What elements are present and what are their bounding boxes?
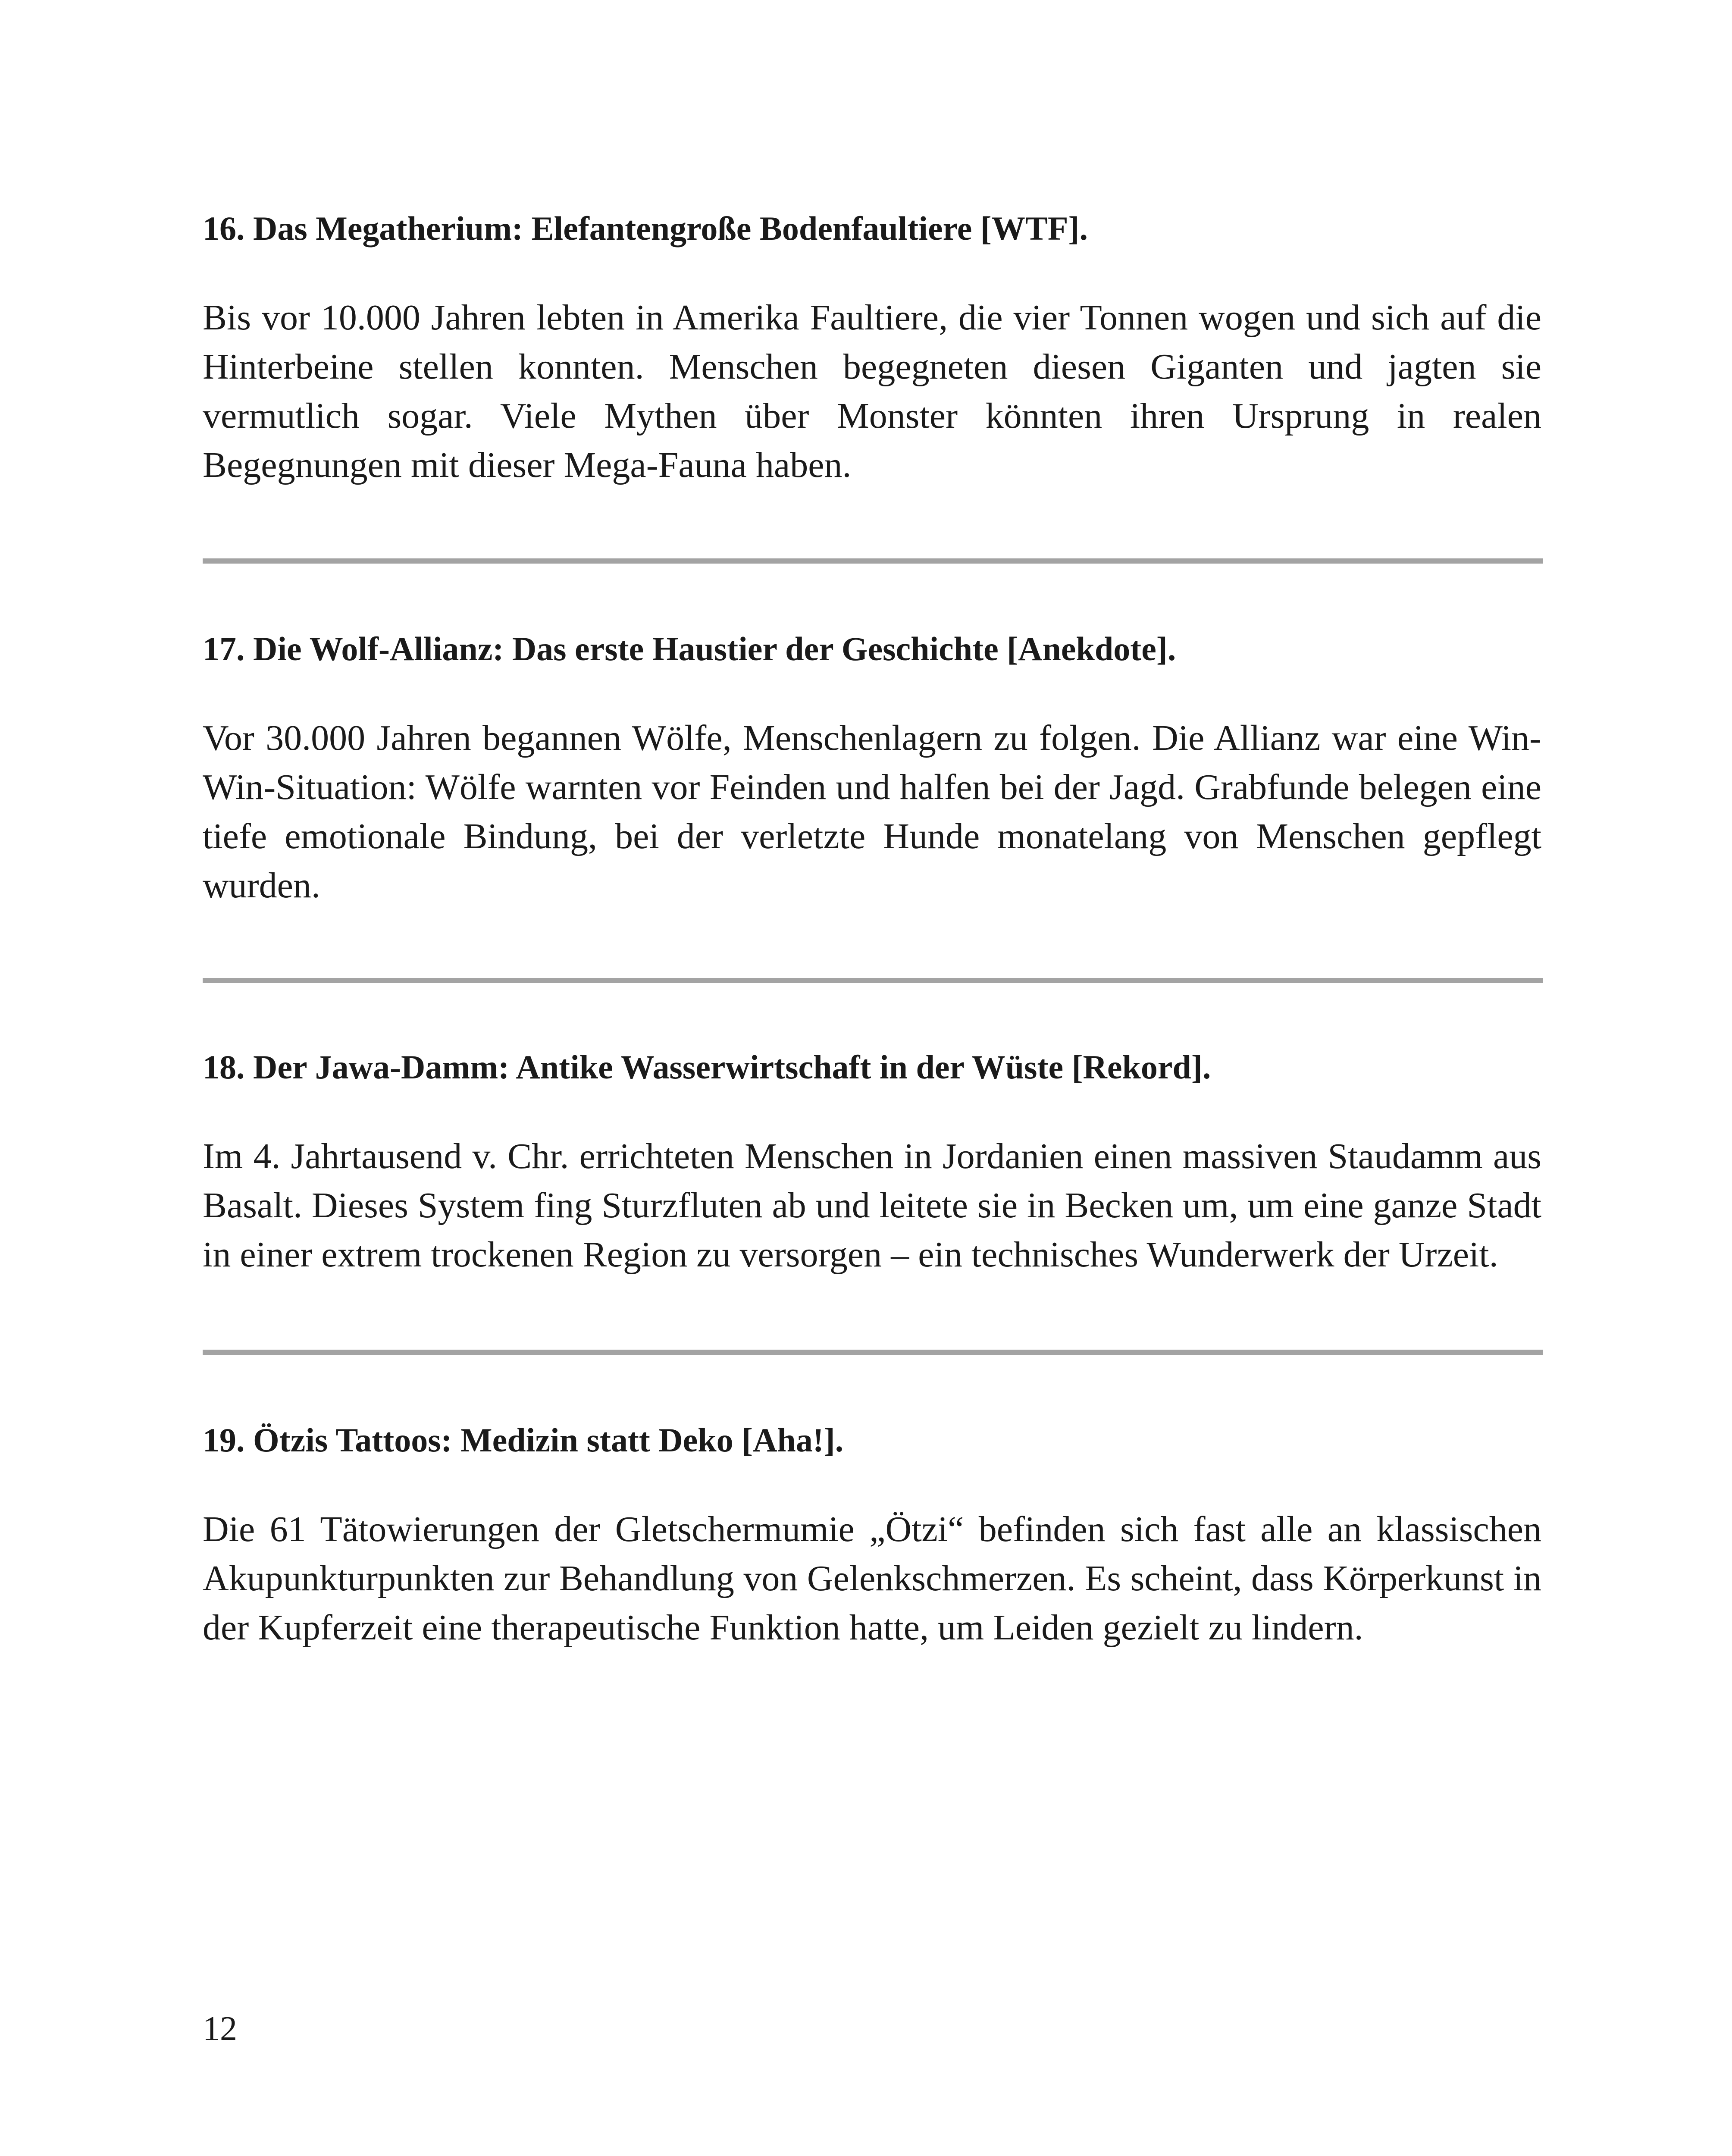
section-divider [203, 1350, 1543, 1355]
section-heading-19: 19. Ötzis Tattoos: Medizin statt Deko [Aha!]. [203, 1421, 844, 1459]
section-divider [203, 978, 1543, 983]
section-body-17: Vor 30.000 Jahren begannen Wölfe, Menschenlagern zu folgen. Die Allianz war eine Win-Win-Situation: Wölfe warnten vor Feinden und halfen bei der Jagd. Grabfunde belegen eine tiefe emotionale Bindung, bei der verletzte Hunde monatelang von Menschen gepflegt wurden. [203, 718, 1541, 906]
section-heading-17: 17. Die Wolf-Allianz: Das erste Haustier der Geschichte [Anekdote]. [203, 630, 1176, 667]
section-divider [203, 558, 1543, 564]
section-heading-16: 16. Das Megatherium: Elefantengroße Bodenfaultiere [WTF]. [203, 210, 1088, 247]
page-number: 12 [203, 2010, 237, 2048]
section-body-19: Die 61 Tätowierungen der Gletschermumie „Ötzi“ befinden sich fast alle an klassischen Akupunkturpunkten zur Behandlung von Gelenkschmerzen. Es scheint, dass Körperkunst in der Kupferzeit eine therapeutische Funktion hatte, um Leiden gezielt zu lindern. [203, 1509, 1541, 1648]
section-heading-18: 18. Der Jawa-Damm: Antike Wasserwirtschaft in der Wüste [Rekord]. [203, 1048, 1211, 1086]
section-body-16: Bis vor 10.000 Jahren lebten in Amerika Faultiere, die vier Tonnen wogen und sich auf die Hinterbeine stellen konnten. Menschen begegneten diesen Giganten und jagten sie vermutlich sogar. Viele Mythen über Monster könnten ihren Ursprung in realen Begegnungen mit dieser Mega-Fauna haben. [203, 298, 1541, 485]
section-body-18: Im 4. Jahrtausend v. Chr. errichteten Menschen in Jordanien einen massiven Staudamm aus Basalt. Dieses System fing Sturzfluten ab und leitete sie in Becken um, um eine ganze Stadt in einer extrem trockenen Region zu versorgen – ein technisches Wunderwerk der Urzeit. [203, 1136, 1541, 1275]
